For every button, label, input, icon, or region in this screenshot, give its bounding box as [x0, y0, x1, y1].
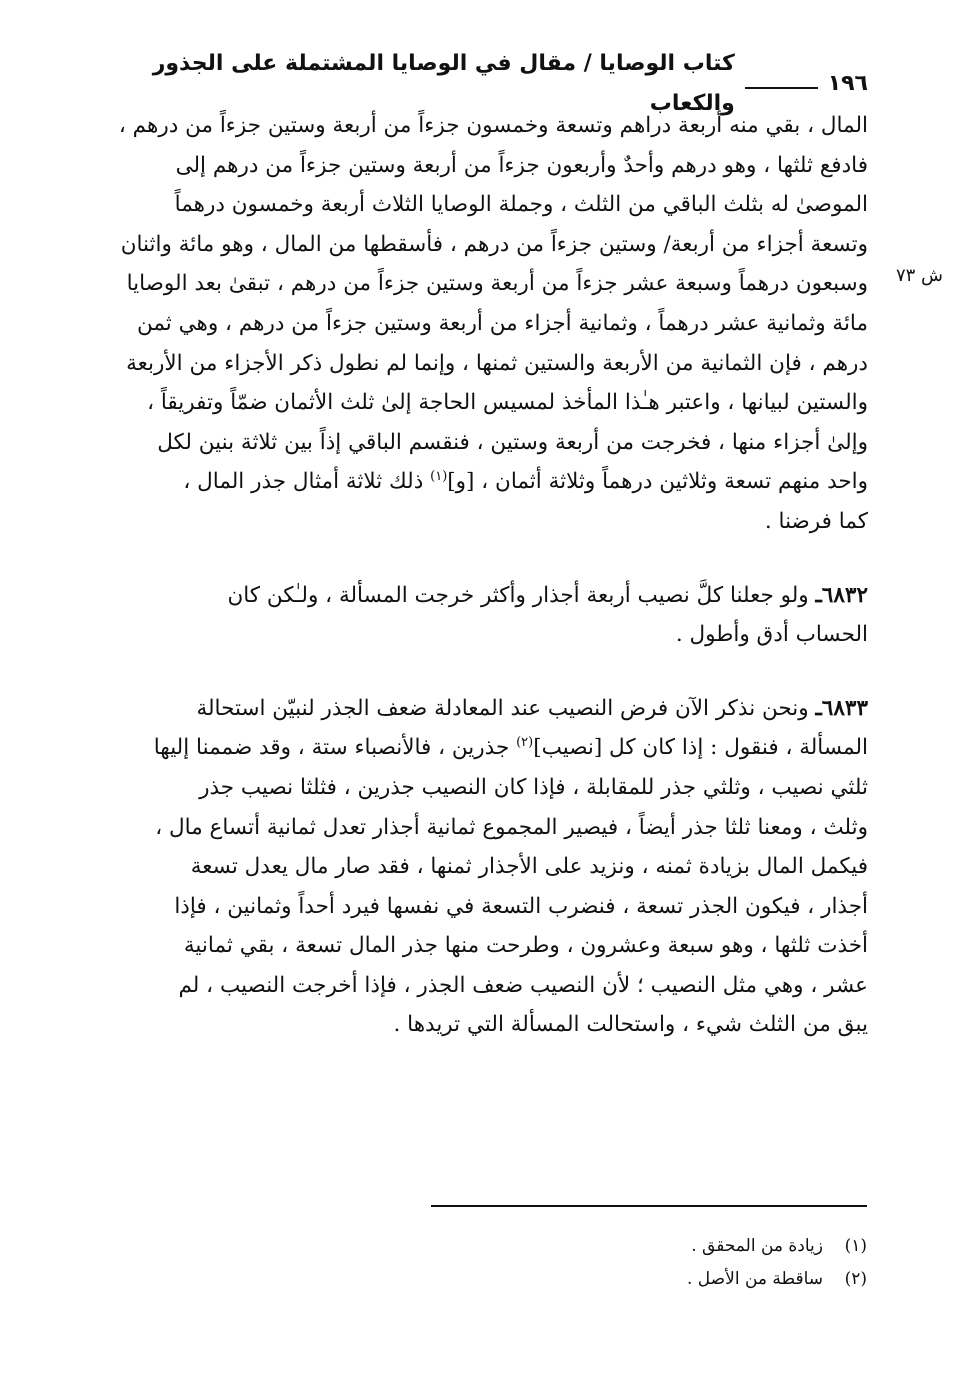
- text-line: فيكمل المال بزيادة ثمنه ، ونزيد على الأجذار ثمنها ، فقد صار مال يعدل تسعة: [190, 854, 868, 880]
- text-line: وإلىٰ أجزاء منها ، فخرجت من أربعة وستين ، فنقسم الباقي إذاً بين ثلاثة بنين لكل: [157, 429, 868, 455]
- footnote-number: (٢): [844, 1269, 867, 1289]
- text-line: الموصىٰ له بثلث الباقي من الثلث ، وجملة الوصايا الثلاث أربعة وخمسون درهماً: [174, 192, 868, 218]
- footnote: [367, 1230, 867, 1263]
- footnote-marker: (٢): [516, 735, 534, 751]
- text-segment: المسألة ، فنقول : إذا كان كل [نصيب]: [533, 735, 868, 761]
- paragraph-6832: [88, 576, 868, 655]
- text-line: الحساب أدق وأطول .: [675, 622, 868, 648]
- text-line: عشر ، وهي مثل النصيب ؛ لأن النصيب ضعف الجذر ، فإذا أخرجت النصيب ، لم: [178, 972, 868, 998]
- footnote-marker: (١): [430, 469, 448, 485]
- header-rule: [745, 87, 818, 89]
- header-title: كتاب الوصايا / مقال في الوصايا المشتملة على الجذور والكعاب: [152, 51, 735, 116]
- text-line: وثلث ، ومعنا ثلثا جذر أيضاً ، فيصير المجموع ثمانية أجذار تعدل ثمانية أتساع مال ،: [155, 814, 868, 840]
- text-line: أجذار ، فيكون الجذر تسعة ، فنضرب التسعة في نفسها فيرد أحداً وثمانين ، فإذا: [174, 893, 868, 919]
- text-segment: جذرين ، فالأنصباء ستة ، وقد ضممنا إليها: [153, 735, 517, 761]
- text-line: يبق من الثلث شيء ، واستحالت المسألة التي تريدها .: [393, 1012, 868, 1038]
- text-line: [88, 728, 868, 768]
- text-segment: واحد منهم تسعة وثلاثين درهماً وثلاثة أثمان ، [و]: [447, 469, 868, 495]
- text-line: كما فرضنا .: [764, 508, 868, 534]
- text-line: [88, 462, 868, 502]
- page-number: ١٩٦: [827, 71, 868, 96]
- text-line: ثلثي نصيب ، وثلثي جذر للمقابلة ، فإذا كان النصيب جذرين ، فثلثا نصيب جذر: [199, 774, 868, 800]
- text-line: فادفع ثلثها ، وهو درهم وأحدٌ وأربعون جزءاً من أربعة وستين جزءاً من درهم إلى: [175, 152, 868, 178]
- main-text: [88, 106, 868, 1045]
- footnote-text: ساقطة من الأصل .: [687, 1269, 823, 1289]
- book-page: [88, 51, 868, 1045]
- text-line: أخذت ثلثها ، وهو سبعة وعشرون ، وطرحت منها جذر المال تسعة ، بقي ثمانية: [183, 933, 868, 959]
- text-line: درهم ، فإن الثمانية من الأربعة والستين ثمنها ، وإنما لم نطول ذكر الأجزاء من الأربعة: [126, 350, 868, 376]
- text-line: المال ، بقي منه أربعة دراهم وتسعة وخمسون جزءاً من أربعة وستين جزءاً من درهم ،: [118, 113, 868, 138]
- text-line: [88, 576, 868, 616]
- footnote: [367, 1263, 867, 1296]
- text-line: [88, 689, 868, 729]
- footnote-separator: [431, 1205, 867, 1207]
- footnotes: [367, 1230, 867, 1296]
- text-line: وتسعة أجزاء من أربعة/ وستين جزءاً من درهم ، فأسقطها من المال ، وهو مائة واثنان: [120, 231, 868, 257]
- paragraph-6833: [88, 689, 868, 1045]
- text-segment: ونحن نذكر الآن فرض النصيب عند المعادلة ضعف الجذر لنبيّن استحالة: [196, 695, 816, 721]
- text-segment: ذلك ثلاثة أمثال جذر المال ،: [183, 469, 431, 495]
- paragraph-continuation: [88, 106, 868, 542]
- footnote-text: زيادة من المحقق .: [691, 1236, 823, 1256]
- text-line: والستين لبيانها ، واعتبر هـٰذا المأخذ لمسيس الحاجة إلىٰ ثلث الأثمان ضمّاً وتفريقاً ،: [147, 390, 868, 416]
- margin-manuscript-reference: ش ٧٣: [895, 265, 943, 286]
- text-segment: ولو جعلنا كلَّ نصيب أربعة أجذار وأكثر خرجت المسألة ، ولـٰكن كان: [227, 582, 816, 608]
- running-header: [88, 51, 868, 116]
- footnote-number: (١): [844, 1236, 867, 1256]
- text-line: وسبعون درهماً وسبعة عشر جزءاً من أربعة وستين جزءاً من درهم ، تبقىٰ بعد الوصايا: [126, 271, 868, 297]
- text-line: مائة وثمانية عشر درهماً ، وثمانية أجزاء من أربعة وستين جزءاً من درهم ، وهي ثمن: [136, 310, 868, 336]
- paragraph-number: ٦٨٣٣ـ: [815, 695, 868, 721]
- paragraph-number: ٦٨٣٢ـ: [815, 582, 868, 608]
